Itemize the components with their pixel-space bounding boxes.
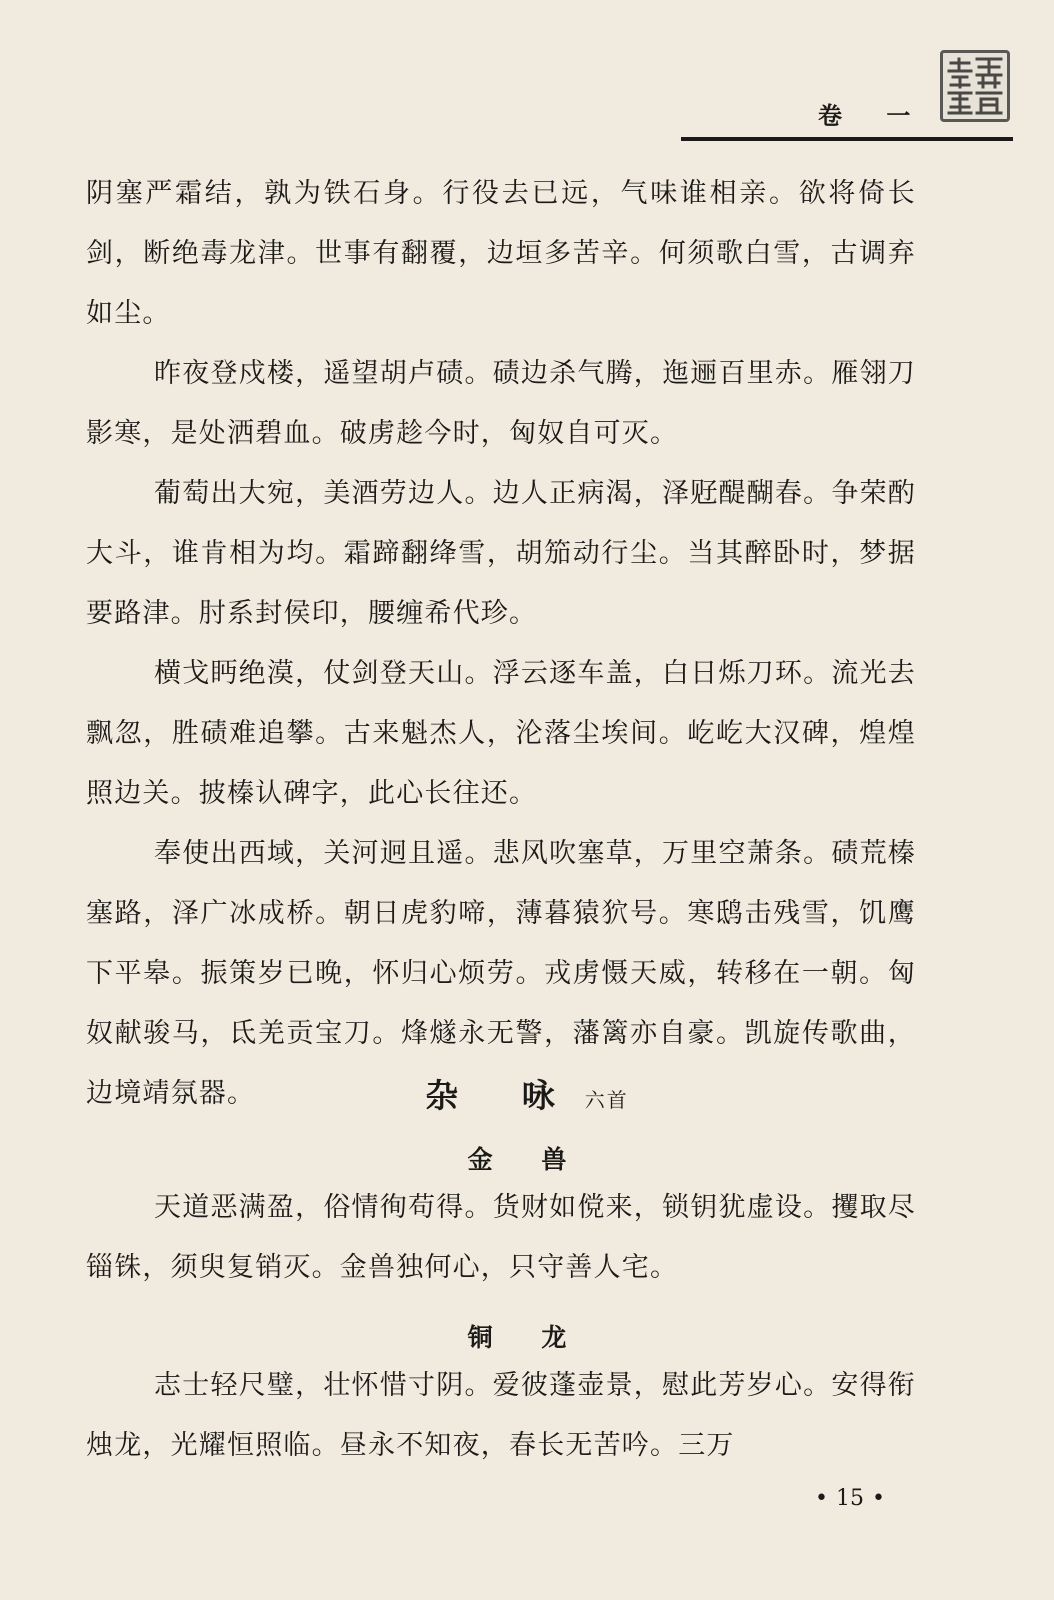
poem-text: 志士轻尺璧，壮怀惜寸阴。爱彼蓬壶景，慰此芳岁心。安得衔烛龙，光耀恒照临。昼永不知夜，春长无苦吟。三万 [86,1370,916,1461]
page-number-value: 15 [836,1486,864,1511]
poem-stanza: 奉使出西域，关河迥且遥。悲风吹塞草，万里空萧条。碛荒榛塞路，泽广冰成桥。朝日虎豹啼，薄暮猿狖号。寒鸱击残雪，饥鹰下平皋。振策岁已晚，怀归心烦劳。戎虏慑天威，转移在一朝。匈奴献骏马，氐羌贡宝刀。烽燧永无警，藩篱亦自豪。凯旋传歌曲，边境靖氛器。 [86,838,916,1109]
section-title: 杂 咏 [425,1076,581,1115]
page-number: • 15 • [815,1486,885,1511]
section-count: 六首 [584,1088,629,1112]
poem-stanza: 昨夜登戍楼，遥望胡卢碛。碛边杀气腾，迤逦百里赤。雁翎刀影寒，是处洒碧血。破虏趁今时，匈奴自可灭。 [86,358,916,449]
poem-stanza: 葡萄出大宛，美酒劳边人。边人正病渴，泽觃醍醐春。争荣酌大斗，谁肯相为均。霜蹄翻绛雪，胡笳动行尘。当其醉卧时，梦据要路津。肘系封侯印，腰缠希代珍。 [86,478,916,629]
poem-text: 天道恶满盈，俗情徇苟得。货财如傥来，锁钥犹虚设。攫取尽锱铢，须臾复销灭。金兽独何心，只守善人宅。 [86,1192,916,1283]
section-heading [0,1070,1054,1117]
subsection-title: 金 兽 [467,1145,587,1174]
header-rule [681,137,1013,141]
poem-stanza: 阴塞严霜结，孰为铁石身。行役去已远，气味谁相亲。欲将倚长剑，断绝毒龙津。世事有翻覆，边垣多苦辛。何须歌白雪，古调弃如尘。 [86,178,916,329]
seal-stamp [940,50,1010,122]
poem-stanza: 横戈眄绝漠，仗剑登天山。浮云逐车盖，白日烁刀环。流光去飘忽，胜碛难追攀。古来魁杰人，沦落尘埃间。屹屹大汉碑，煌煌照边关。披榛认碑字，此心长往还。 [86,658,916,809]
subsection-title: 铜 龙 [467,1323,587,1352]
running-header: 卷 一 [818,102,929,130]
poem-block-continued [86,164,916,1124]
subsection-body [86,1178,916,1298]
subsection-body [86,1356,916,1476]
